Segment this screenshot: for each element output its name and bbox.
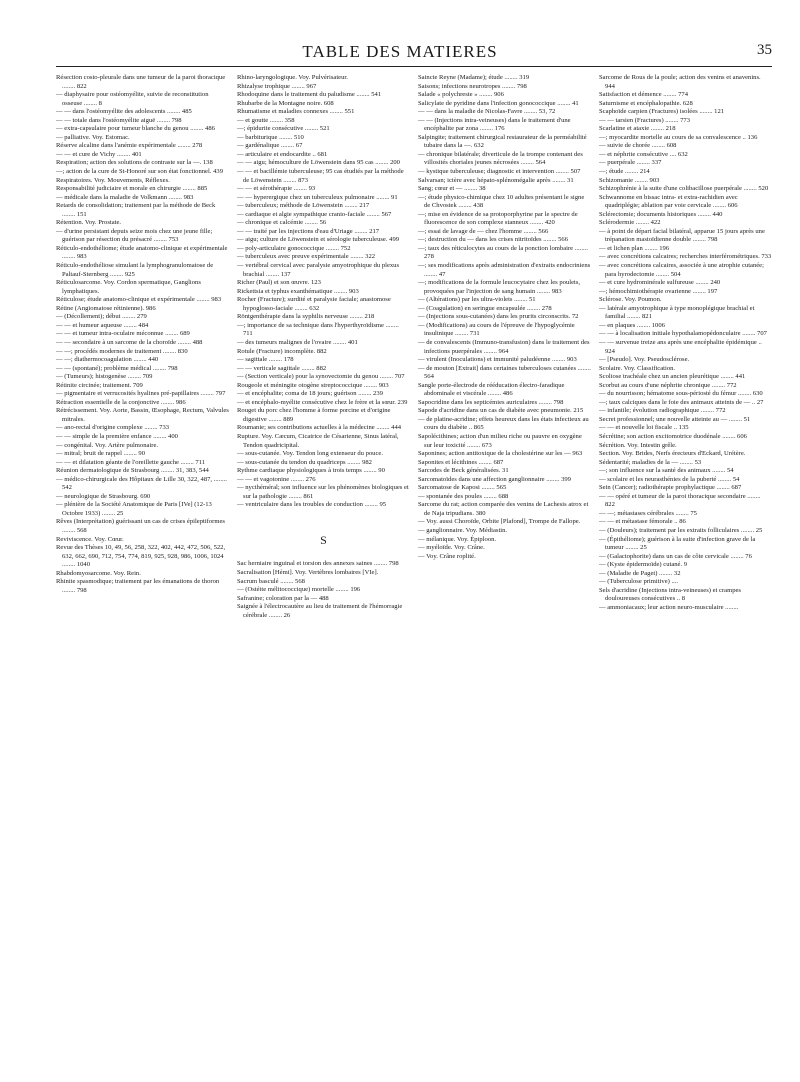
index-entry: — — secondaire à un sarcome de la choroïde ........ 488 (56, 338, 203, 346)
section-letter-s: S (320, 532, 327, 547)
index-entry: — chronique bilatérale; diverticule de la trompe contenant des villosités choriales jeunes nécrosées ........ 564 (418, 150, 583, 167)
index-entry: Schizomanie ........ 903 (599, 176, 660, 184)
index-entry: — du nourrisson; hématome sous-périosté du fémur ........ 630 (599, 390, 763, 398)
index-entry: — médico-chirurgicale des Hôpitaux de Lille 30, 322, 487, ........ 542 (56, 475, 227, 492)
index-entry: — virulent (Inoculations) et immunité paludéenne ........ 903 (418, 356, 577, 364)
index-entry: — de convalescents (Immuno-transfusion) dans le traitement des infections puerpérales ........ 964 (418, 338, 590, 355)
index-entry: — (Décollement); début ........ 279 (56, 313, 147, 321)
index-entry: Scarlatine et ataxie ........ 218 (599, 125, 676, 133)
index-entry: —; étude ........ 214 (599, 168, 650, 176)
index-entry: — chronique et calcémie ........ 56 (237, 219, 327, 227)
index-entry: — (Douleurs); traitement par les extraits folliculaires ........ 25 (599, 526, 763, 534)
index-entry: —; épidurite consécutive ........ 521 (237, 125, 330, 133)
index-entry: Sangle porte-électrode de rééducation électro-faradique abdominale et viscérale ........ 486 (418, 381, 565, 398)
index-column-2 (237, 74, 410, 1076)
index-entry: Roumanie; ses contributions actuelles à la médecine ........ 444 (237, 424, 402, 432)
index-entry: — diaphysaire pour ostéomyélite, suivie de reconstitution osseuse ........ 8 (56, 91, 209, 107)
index-entry: Responsabilité judiciaire et morale en chirurgie ........ 885 (56, 185, 208, 193)
index-entry: — — et humeur aqueuse ........ 484 (56, 321, 149, 329)
index-entry: Sapocridine dans les septicémies auriculaires ........ 798 (418, 398, 564, 406)
index-entry: Rouget du porc chez l'homme à forme porcine et d'origine digestive ........ 889 (237, 407, 391, 423)
index-entry: Rythme cardiaque physiologiques à trois temps ........ 90 (237, 467, 385, 475)
index-entry: — (Tumeurs); histogenèse ........ 709 (56, 373, 153, 381)
index-entry: Rétine (Angiomatose rétinienne). 986 (56, 304, 156, 312)
index-entry: — (Galactophorite) dans un cas de côte cervicale ........ 76 (599, 552, 752, 560)
index-entry: Sacralisation [Hémi]. Voy. Vertèbres lombaires [VIe]. (237, 568, 379, 576)
index-entry: Reviviscence. Voy. Cœur. (56, 535, 124, 543)
index-entry: Sclérose. Voy. Poumon. (599, 296, 662, 304)
index-entry: — et néphrite consécutive .... 632 (599, 150, 688, 158)
index-entry: — (Modifications) au cours de l'épreuve de l'hypoglycémie insulinique ........ 731 (418, 321, 575, 338)
index-entry: Sarcome du rat; action comparée des venins de Lachesis atrox et de Naja tripudians. 380 (418, 501, 589, 517)
index-entry: — — et métastase fémorale .. 86 (599, 518, 686, 526)
index-entry: Sarcomatoïdes dans une affection ganglionnaire ........ 399 (418, 475, 571, 483)
index-entry: —; étude physico-chimique chez 10 adultes présentant le signe de Chvostek ........ 438 (418, 193, 585, 210)
index-entry: Sels d'acridine (Injections intra-veineuses) et crampes douloureuses consécutives .. 8 (599, 586, 741, 603)
index-entry: — scolaire et les neurasthénies de la puberté ........ 54 (599, 475, 740, 483)
index-entry: — latérale amyotrophique à type monoplégique brachial et familial ........ 821 (599, 304, 755, 321)
index-entry: Rickettsia et typhus exanthématique ........ 903 (237, 287, 359, 295)
index-entry: —; modifications de la formule leucocytaire chez les poulets, provoquées par l'injection de sang humain ........ 983 (418, 279, 581, 295)
index-entry: — [Pseudo]. Voy. Pseudosclérose. (599, 356, 690, 364)
index-entry: — — survenue treize ans après une encéphalite épidémique .. 924 (599, 338, 762, 355)
index-entry: — tuberculeux; méthode de Löwenstein ........ 217 (237, 202, 370, 210)
index-entry: — — aigu; hémoculture de Löwenstein dans 95 cas ........ 200 (237, 159, 400, 167)
index-entry: Salicylate de pyridine dans l'infection gonococcique ........ 41 (418, 99, 579, 107)
index-column-1 (56, 74, 229, 1076)
index-entry: —; taux des réticulocytes au cours de la ponction lombaire ........ 278 (418, 244, 588, 261)
index-entry: Rhubarbe de la Montagne noire. 608 (237, 99, 334, 107)
index-entry: —; son influence sur la santé des animaux ........ 54 (599, 467, 734, 475)
index-entry: — congénital. Voy. Artère pulmonaire. (56, 441, 159, 449)
index-entry: — médicale dans la maladie de Volkmann ........ 983 (56, 193, 194, 201)
index-entry: — avec concrétions calcaires, associée à une atrophie cutanée; para hyrodectomie ........ 504 (599, 262, 764, 278)
index-entry: — de platine-acridine; effets heureux dans les états infectieux au cours du diabète .. 865 (418, 415, 589, 432)
index-entry: Scoliose trachéale chez un ancien pleurétique ........ 441 (599, 373, 746, 381)
index-entry: Sclérodermie ........ 422 (599, 219, 661, 227)
index-entry: Rétrécissement. Voy. Aorte, Bassin, Œsophage, Rectum, Valvules mitrales. (56, 407, 229, 423)
index-entry: — vertébral cervical avec paralysie amyotrophique du plexus brachial ........ 137 (237, 262, 400, 278)
index-columns (56, 74, 772, 1076)
index-entry: — (Ostéite mélitococcique) mortelle ........ 196 (237, 586, 361, 594)
index-entry: Revue des Thèses 10, 49, 56, 258, 322, 402, 442, 472, 506, 522, 632, 662, 690, 712, 754, 774, 819, 925, 928, 986, 1006, 1024 ........ 1040 (56, 544, 226, 569)
index-entry: — mélanique. Voy. Épiploon. (418, 535, 497, 543)
index-entry: — sous-cutanée. Voy. Tendon long extenseur du pouce. (237, 450, 383, 458)
index-entry: Saignée à l'électrocautère au lieu de traitement de l'hémorragie cérébrale ........ 26 (237, 603, 403, 619)
index-entry: Sédentarité; maladies de la — ........ 53 (599, 458, 702, 466)
index-entry: Réserve alcaline dans l'anémie expérimentale ........ 278 (56, 142, 203, 150)
index-entry: Réunion dermatologique de Strasbourg ........ 31, 383, 544 (56, 467, 209, 475)
index-entry: Rotule (Fracture) incomplète. 882 (237, 347, 327, 355)
index-entry: — — dans l'ostéomyélite des adolescents ........ 485 (56, 108, 192, 116)
index-entry: — —; procédés modernes de traitement ........ 830 (56, 347, 188, 355)
index-entry: Safranine; coloration par la — 488 (237, 594, 329, 602)
index-entry: Réticulo-endothéliome; étude anatomo-clinique et expérimentale ........ 983 (56, 244, 228, 261)
index-entry: Respiration; action des solutions de contraste sur la —. 138 (56, 159, 213, 167)
index-entry: Rhino-laryngologique. Voy. Pulvérisateur. (237, 74, 348, 81)
index-entry: Réticulosarcome. Voy. Cordon spermatique, Ganglions lymphatiques. (56, 279, 201, 295)
index-entry: — palliative. Voy. Estomac. (56, 133, 130, 141)
index-entry: — Voy. aussi Choroïde, Orbite [Plafond], Trompe de Fallope. (418, 518, 581, 526)
index-entry: — — totale dans l'ostéomyélite aiguë ........ 798 (56, 116, 182, 124)
index-entry: — — (spontané); problème médical ........ 798 (56, 364, 178, 372)
index-entry: — — et bacillémie tuberculeuse; 95 cas étudiés par la méthode de Löwenstein ........ 873 (237, 168, 404, 184)
index-entry: Retards de consolidation; traitement par la méthode de Beck ........ 151 (56, 202, 216, 218)
index-entry: Scaphoïde carpien (Fractures) isolées ........ 121 (599, 108, 725, 116)
index-entry: —; taux calciques dans le foie des animaux atteints de — .. 27 (599, 398, 764, 406)
index-entry: —; action de la cure de St-Honoré sur son état fonctionnel. 439 (56, 168, 223, 176)
index-entry: —; destruction du — dans les crises nitritoïdes ........ 566 (418, 236, 568, 244)
index-entry: Saincte Reyne (Madame); étude ........ 319 (418, 74, 530, 81)
index-entry: — neurologique de Strasbourg. 690 (56, 492, 151, 500)
index-entry: — pigmentaire et verrucosités hyalines pré-papillaires ........ 797 (56, 390, 226, 398)
index-entry: Sapolécithines; action d'un milieu riche ou pauvre en oxygène sur leur toxicité ........ 673 (418, 432, 582, 449)
index-entry: — sous-cutanée du tendon du quadriceps ........ 982 (237, 458, 372, 466)
index-entry: Salade « polychreste » ........ 906 (418, 91, 504, 99)
page-title: TABLE DES MATIERES (302, 42, 498, 61)
index-entry: Respiratoires. Voy. Mouvements, Réflexes. (56, 176, 170, 184)
index-entry: — — à localisation initiale hypothalamopédonculaire ........ 707 (599, 330, 767, 338)
index-entry: — aigu; culture de Löwenstein et sérologie tuberculeuse. 499 (237, 236, 400, 244)
index-entry: Satisfaction et démence ........ 774 (599, 91, 688, 99)
index-entry: — gardénalique ........ 67 (237, 142, 303, 150)
index-entry: — — opéré et tumeur de la paroi thoracique secondaire ........ 822 (599, 492, 761, 509)
index-column-3 (418, 74, 591, 1076)
index-entry: —; essai de lavage de — chez l'homme ........ 566 (418, 227, 549, 235)
index-entry: Rhinite spasmodique; traitement par les émanations de thoron ........ 798 (56, 578, 220, 594)
index-entry: — — et dilatation géante de l'oreillette gauche ........ 711 (56, 458, 206, 466)
index-entry: —; myocardite mortelle au cours de sa convalescence .. 136 (599, 133, 758, 141)
index-entry: — — hyperergique chez un tuberculeux pulmonaire ........ 91 (237, 193, 398, 201)
index-entry: — (Épithéliome); guérison à la suite d'infection grave de la tumeur ........ 25 (599, 535, 756, 552)
index-entry: Scorbut au cours d'une néphrite chronique ........ 772 (599, 381, 737, 389)
index-entry: — tuberculeux avec preuve expérimentale ........ 322 (237, 253, 376, 261)
index-entry: Sacrum basculé ........ 568 (237, 577, 305, 585)
index-entry: — infantile; évolution radiographique ........ 772 (599, 407, 726, 415)
index-entry: — ano-rectal d'origine complexe ........ 733 (56, 424, 170, 432)
index-entry: Réticulo-endothéliose simulant la lymphogranulomatose de Paltauf-Sternberg ........ 925 (56, 262, 214, 278)
index-entry: — avec concrétions calcaires; recherches interférométriques. 733 (599, 253, 772, 261)
index-entry: —; ses modifications après administration d'extraits endocriniens ........ 47 (418, 262, 591, 278)
index-entry: Sapode d'acridine dans un cas de diabète avec pneumonie. 215 (418, 407, 584, 415)
index-entry: Rougeole et méningite otogène streptococcique ........ 903 (237, 381, 389, 389)
index-entry: — de mouton [Extrait] dans certaines tuberculoses cutanées ........ 564 (418, 364, 591, 381)
index-entry: — plénière de la Société Anatomique de Paris [IVe] (12-13 Octobre 1933) ........ 25 (56, 501, 212, 517)
index-entry: Rhumatisme et maladies connexes ........ 551 (237, 108, 355, 116)
index-entry: Saponines; action antitoxique de la cholestérine sur les — 963 (418, 450, 583, 458)
index-entry: — et cure hydrominérale sulfureuse ........ 240 (599, 279, 721, 287)
index-entry: — — et cure de Vichy ........ 401 (56, 150, 142, 158)
index-entry: — ammoniacaux; leur action neuro-musculaire ........ (599, 603, 739, 611)
index-entry: — (Coagulation) en seringue encapsulée ........ 278 (418, 304, 552, 312)
index-entry: — —; métastases cérébrales ........ 75 (599, 509, 697, 517)
index-entry: — (Maladie de Paget) ........ 32 (599, 569, 681, 577)
index-entry: — kystique tuberculeuse; diagnostic et intervention ........ 507 (418, 168, 581, 176)
index-entry: Rupture. Voy. Cæcum, Cicatrice de Césarienne, Sinus latéral, Tendon quadricipital. (237, 432, 399, 449)
index-column-4 (599, 74, 772, 1076)
index-entry: Scolaire. Voy. Classification. (599, 364, 676, 372)
index-entry: — — verticale sagittale ........ 882 (237, 364, 327, 372)
index-entry: — (Section verticale) pour la synovectomie du genou ........ 707 (237, 373, 405, 381)
index-entry: Schizophrénie à la suite d'une colibacillose puerpérale ........ 520 (599, 185, 769, 193)
index-entry: — ventriculaire dans les troubles de conduction ........ 95 (237, 501, 387, 509)
index-entry: Sarcome de Rous de la poule; action des venins et anavenins. 944 (599, 74, 761, 90)
index-entry: — myéloïde. Voy. Crâne. (418, 544, 485, 552)
index-entry: — nycthéméral; son influence sur les phénomènes biologiques et sur la pathologie ........ 861 (237, 484, 409, 500)
index-entry: Sang; cœur et — ........ 38 (418, 185, 486, 193)
index-entry: Sécrétine; son action excitomotrice duodénale ........ 606 (599, 432, 747, 440)
index-entry: — (Injections sous-cutanées) dans les prurits circonscrits. 72 (418, 313, 579, 321)
index-entry: Sclérectomie; documents historiques ........ 440 (599, 210, 723, 218)
index-entry: — (Kyste épidermoïde) cutané. 9 (599, 561, 688, 569)
index-entry: — poly-articulaire gonococcique ........ 752 (237, 244, 351, 252)
index-entry: Rétraction essentielle de la conjonctive ........ 986 (56, 398, 186, 406)
index-entry: — — et nouvelle loi fiscale .. 135 (599, 424, 689, 432)
index-entry: — ganglionnaire. Voy. Médiastin. (418, 526, 508, 534)
index-entry: —; hémochimiothérapie ovarienne ........ 197 (599, 287, 718, 295)
index-entry: Salvarsan; ictère avec hépato-splénomégalie après ........ 31 (418, 176, 574, 184)
index-entry: — cardiaque et algie sympathique cranio-faciale ........ 567 (237, 210, 392, 218)
index-entry: Salpingite; traitement chirurgical restaurateur de la perméabilité tubaire dans la —. 632 (418, 133, 587, 150)
index-entry: — — dans la maladie de Nicolas-Favre ........ 53, 72 (418, 108, 556, 116)
index-entry: — — traité par les injections d'eau d'Uriage ........ 217 (237, 227, 380, 235)
index-entry: — — simple de la première enfance ........ 400 (56, 432, 178, 440)
index-entry: — — et tumeur intra-oculaire méconnue ........ 689 (56, 330, 190, 338)
index-entry: Rétention. Voy. Prostate. (56, 219, 122, 227)
header-rule (56, 66, 772, 67)
index-entry: Richer (Paul) et son œuvre. 123 (237, 279, 321, 287)
index-entry: — extra-capsulaire pour tumeur blanche du genou ........ 486 (56, 125, 215, 133)
index-entry: Saisons; infections neurotropes ........ 798 (418, 82, 527, 90)
index-entry: — spontanée des poules ........ 688 (418, 492, 509, 500)
index-entry: Sarcomatose de Kaposi ........ 565 (418, 484, 507, 492)
index-entry: — à point de départ facial bilatéral, apparue 15 jours après une trépanation mastoïdienne double ........ 798 (599, 227, 765, 244)
index-entry: Sac herniaire inguinal et torsion des annexes saines ........ 798 (237, 560, 399, 568)
index-entry: — d'urine persistant depuis seize mois chez une jeune fille; guérison par résection du présacré ........ 753 (56, 227, 213, 244)
index-entry: Section. Voy. Brides, Nerfs érecteurs d'Eckard, Urétère. (599, 450, 746, 458)
page-number: 35 (757, 42, 772, 58)
index-entry: — — (Injections intra-veineuses) dans le traitement d'une encéphalite par zona ........ 176 (418, 116, 571, 133)
index-entry: Saturnisme et encéphalopathie. 628 (599, 99, 693, 107)
index-entry: — suivie de chorée ........ 608 (599, 142, 677, 150)
index-entry: — et lichen plan ........ 196 (599, 244, 670, 252)
index-entry: Résection costo-pleurale dans une tumeur de la paroi thoracique ........ 822 (56, 74, 226, 90)
index-entry: Rhodoquine dans le traitement du paludisme ........ 541 (237, 91, 382, 99)
index-entry: —; importance de sa technique dans l'hyperthyroïdisme ........ 711 (237, 321, 399, 338)
index-entry: — barbiturique ........ 510 (237, 133, 304, 141)
index-entry: — (Tuberculose primitive) .... (599, 578, 679, 586)
index-entry: — (Altérations) par les ultra-violets ........ 51 (418, 296, 536, 304)
index-entry: — en plaques ........ 1006 (599, 321, 665, 329)
index-entry: — des tumeurs malignes de l'ovaire ........ 401 (237, 338, 358, 346)
index-entry: — puerpérale ........ 337 (599, 159, 662, 167)
index-entry: — et encéphalo-myélite consécutive chez le frère et la sœur. 239 (237, 398, 408, 406)
index-entry: Sarcodes de Beck généralisées. 31 (418, 467, 509, 475)
index-entry: Schwannome en bissac intra- et extra-rachidien avec quadriplégie; ablation par voie cervicale ........ 606 (599, 193, 738, 210)
index-entry: —; mise en évidence de sa protoporphyrine par le spectre de fluorescence de son complexe stanneux ........ 420 (418, 210, 578, 227)
index-entry: Secret professionnel; une nouvelle atteinte au — ........ 51 (599, 415, 751, 423)
index-entry: — articulaire et endocardite .. 681 (237, 150, 328, 158)
index-entry: Rhizalyse trophique ........ 967 (237, 82, 317, 90)
index-entry: Rétinite circinée; traitement. 709 (56, 381, 143, 389)
index-entry: Sein (Cancer); radiothérapie prophylactique ........ 687 (599, 484, 742, 492)
index-entry: — mitral; bruit de rappel ........ 90 (56, 450, 145, 458)
index-entry: — Voy. Crâne roplité. (418, 552, 476, 560)
index-entry: Röntgenthérapie dans la syphilis nerveuse ........ 218 (237, 313, 375, 321)
index-entry: — — et vagotonine ........ 276 (237, 475, 316, 483)
index-entry: Rocher (Fracture); surdité et paralysie faciale; anastomose hypoglosso-faciale ........ 632 (237, 296, 391, 312)
index-entry: — sagittale ........ 178 (237, 356, 294, 364)
index-entry: Saponites et lécithines ........ 687 (418, 458, 504, 466)
index-entry: Rêves (Interprétation) guérissant un cas de crises épileptiformes ........ 568 (56, 518, 225, 534)
index-entry: — — et sérothérapie ........ 93 (237, 185, 316, 193)
index-entry: — —; diathermocoagulation ........ 440 (56, 356, 159, 364)
index-entry: Réticulose; étude anatomo-clinique et expérimentale ........ 983 (56, 296, 222, 304)
index-entry: — et goutte ........ 358 (237, 116, 295, 124)
index-entry: — — tarsien (Fractures) ........ 773 (599, 116, 691, 124)
index-entry: Sécrétion. Voy. Intestin grêle. (599, 441, 677, 449)
index-entry: — et encéphalite; coma de 18 jours; guérison ........ 239 (237, 390, 383, 398)
index-entry: Rhabdomyosarcome. Voy. Rein. (56, 569, 141, 577)
